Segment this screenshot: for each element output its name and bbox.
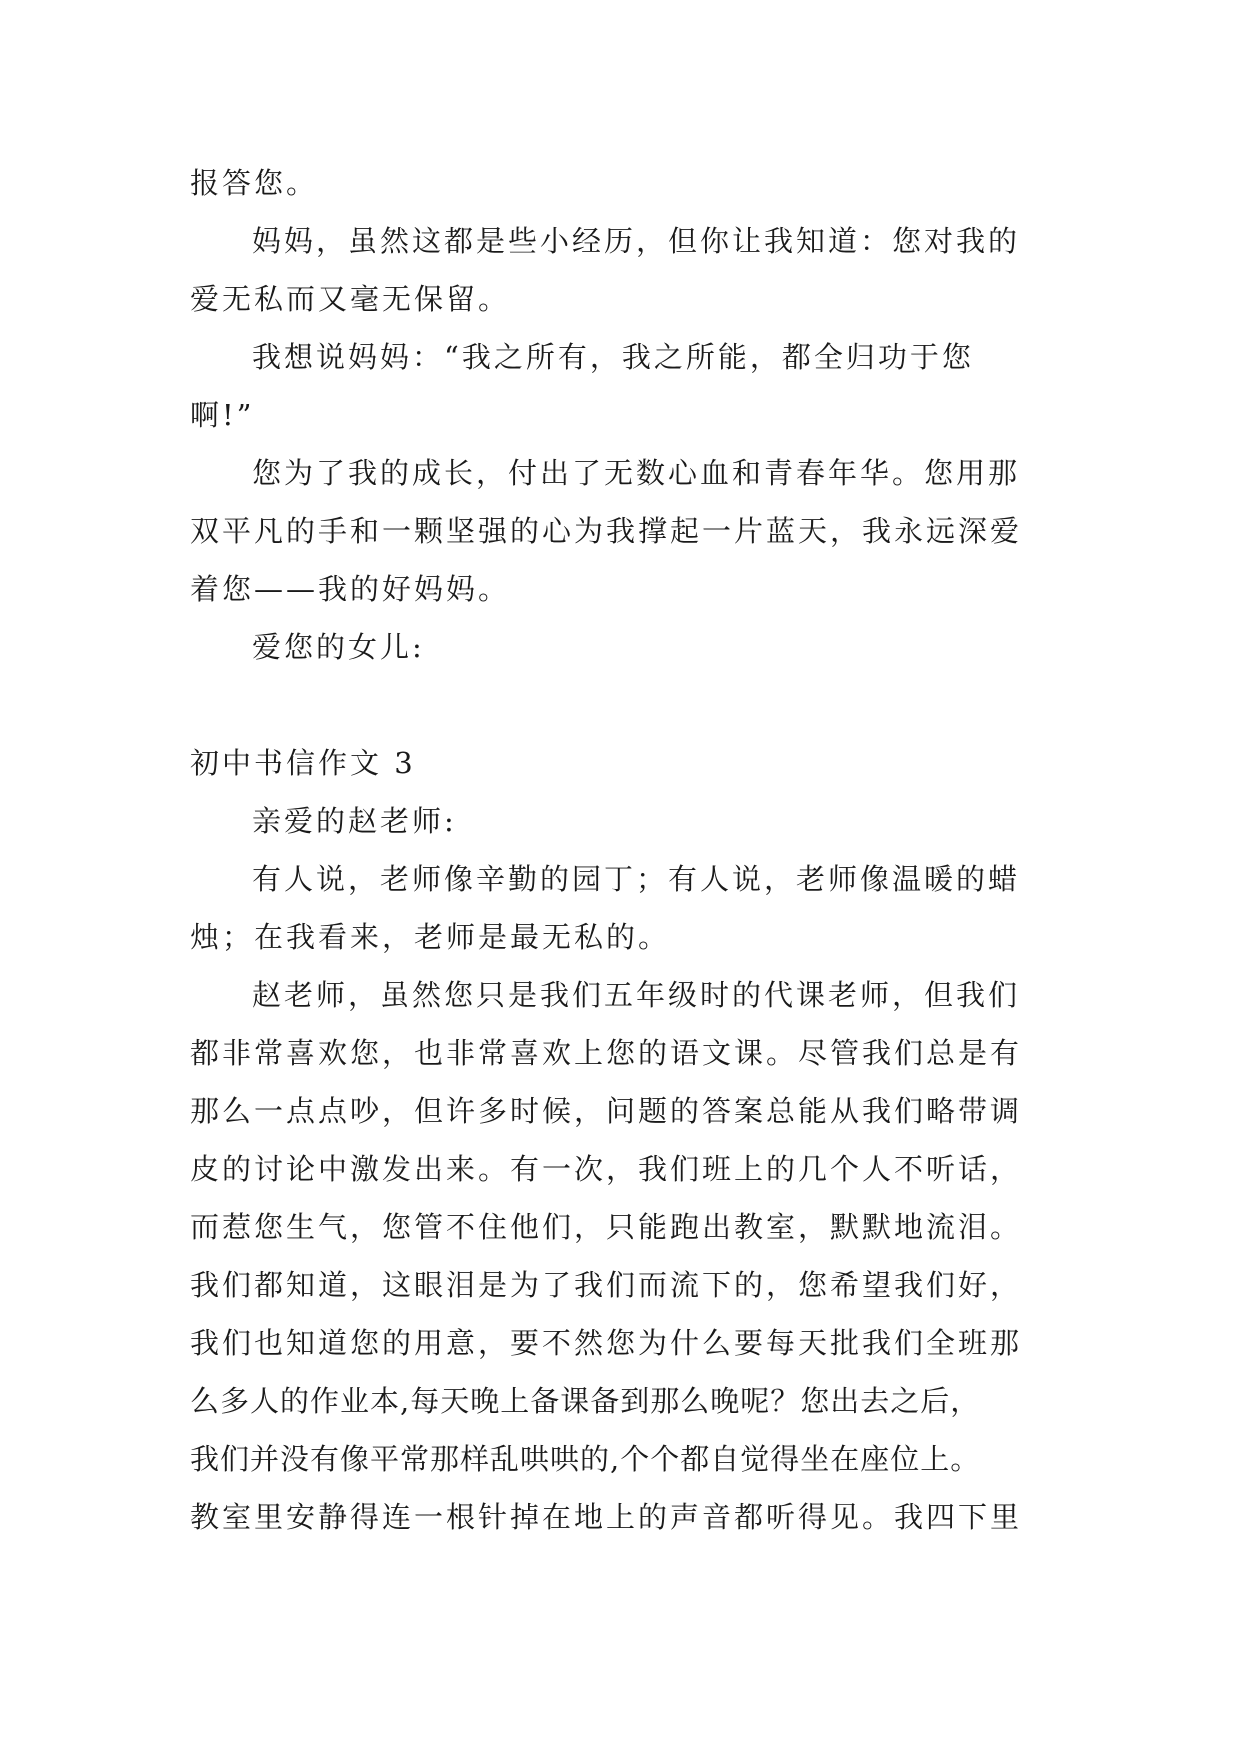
letter-salutation: 亲爱的赵老师: <box>252 804 457 838</box>
text-line: 双平凡的手和一颗坚强的心为我撑起一片蓝天，我永远深爱 <box>190 514 1023 548</box>
paragraph-start: 您为了我的成长，付出了无数心血和青春年华。您用那 <box>252 456 1021 490</box>
paragraph-start: 赵老师，虽然您只是我们五年级时的代课老师，但我们 <box>252 978 1021 1012</box>
text-line: 烛；在我看来，老师是最无私的。 <box>190 920 671 954</box>
blank-line <box>190 676 1052 734</box>
text-line: 而惹您生气，您管不住他们，只能跑出教室，默默地流泪。 <box>190 1210 1023 1244</box>
text-line: 我们并没有像平常那样乱哄哄的,个个都自觉得坐在座位上。 <box>190 1442 981 1476</box>
text-line: 着您——我的好妈妈。 <box>190 572 511 606</box>
text-line: 么多人的作业本,每天晚上备课备到那么晚呢？您出去之后， <box>190 1384 981 1418</box>
text-line: 爱无私而又毫无保留。 <box>190 282 511 316</box>
paragraph-start: 妈妈，虽然这都是些小经历，但你让我知道：您对我的 <box>252 224 1021 258</box>
text-line: 啊!” <box>190 398 255 432</box>
text-line: 我们也知道您的用意，要不然您为什么要每天批我们全班那 <box>190 1326 1023 1360</box>
section-title: 初中书信作文 3 <box>190 746 416 780</box>
text-line: 都非常喜欢您，也非常喜欢上您的语文课。尽管我们总是有 <box>190 1036 1023 1070</box>
letter-text <box>190 154 1052 1546</box>
paragraph-start: 有人说，老师像辛勤的园丁；有人说，老师像温暖的蜡 <box>252 862 1021 896</box>
text-line: 我们都知道，这眼泪是为了我们而流下的，您希望我们好， <box>190 1268 1023 1302</box>
paragraph-start: 我想说妈妈：“我之所有，我之所能，都全归功于您 <box>252 340 974 374</box>
text-line: 教室里安静得连一根针掉在地上的声音都听得见。我四下里 <box>190 1500 1023 1534</box>
text-line: 皮的讨论中激发出来。有一次，我们班上的几个人不听话， <box>190 1152 1023 1186</box>
text-line: 那么一点点吵，但许多时候，问题的答案总能从我们略带调 <box>190 1094 1023 1128</box>
letter-signature: 爱您的女儿: <box>252 630 425 664</box>
text-line: 报答您。 <box>190 166 319 200</box>
